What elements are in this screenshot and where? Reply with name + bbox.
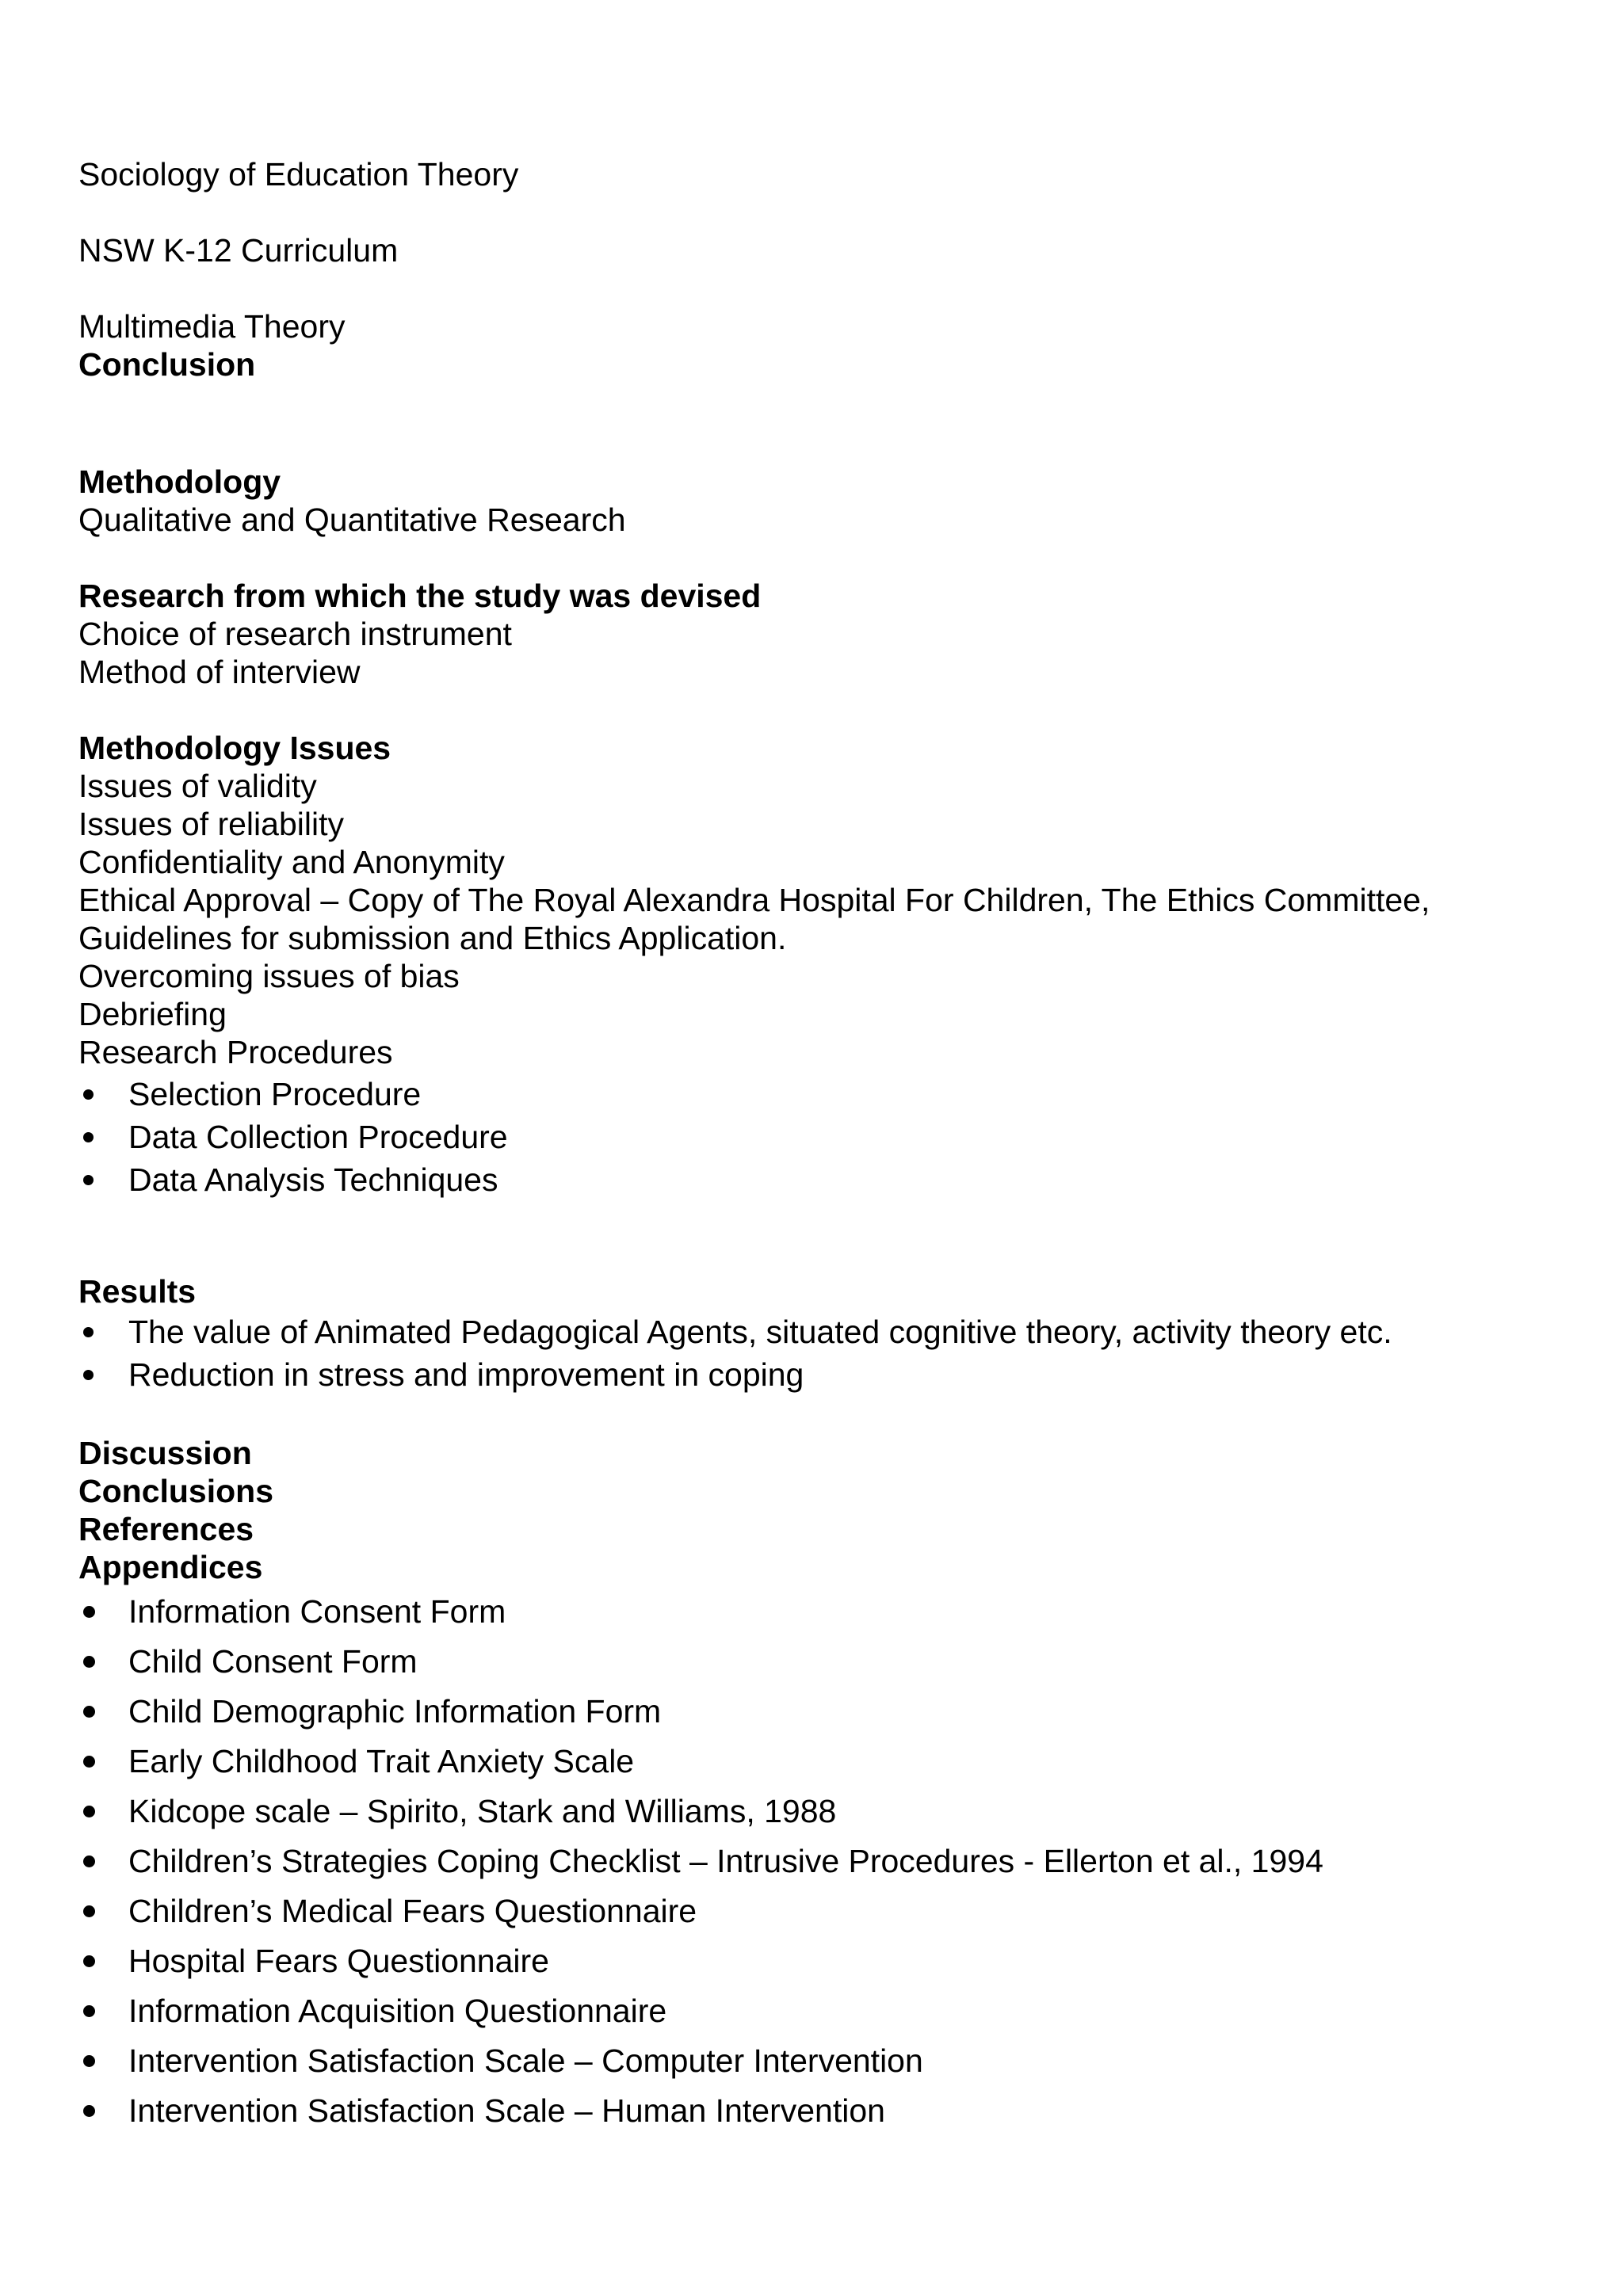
list-item-text: Selection Procedure <box>128 1076 422 1112</box>
section-heading-methodology-issues: Methodology Issues <box>78 730 391 766</box>
appendix-item-text: Information Consent Form <box>128 1593 506 1630</box>
section-heading-discussion: Discussion <box>78 1435 252 1471</box>
bullet-icon <box>83 2105 95 2117</box>
section-heading-conclusions: Conclusions <box>78 1473 274 1509</box>
bullet-icon <box>83 2005 95 2017</box>
appendix-item-text: Child Consent Form <box>128 1643 418 1680</box>
issues-line: Issues of validity <box>78 768 317 804</box>
appendix-item-text: Early Childhood Trait Anxiety Scale <box>128 1743 635 1779</box>
bullet-icon <box>83 1089 94 1100</box>
bullet-icon <box>83 1370 94 1380</box>
section-heading-results: Results <box>78 1273 197 1310</box>
issues-line: Issues of reliability <box>78 806 344 842</box>
bullet-icon <box>83 1855 95 1867</box>
appendix-item-text: Hospital Fears Questionnaire <box>128 1943 549 1979</box>
section-heading-appendices: Appendices <box>78 1549 263 1585</box>
bullet-icon <box>83 1955 95 1967</box>
methodology-line: Qualitative and Quantitative Research <box>78 502 626 538</box>
appendix-item-text: Intervention Satisfaction Scale – Human Intervention <box>128 2092 885 2129</box>
bullet-icon <box>83 1905 95 1917</box>
bullet-icon <box>83 1756 95 1768</box>
appendix-item-text: Intervention Satisfaction Scale – Computer Intervention <box>128 2042 923 2079</box>
research-line: Choice of research instrument <box>78 616 512 652</box>
issues-line: Debriefing <box>78 996 227 1032</box>
issues-line: Ethical Approval – Copy of The Royal Alexandra Hospital For Children, The Ethics Committee, <box>78 882 1430 918</box>
bullet-icon <box>83 1706 95 1718</box>
issues-line: Overcoming issues of bias <box>78 958 460 994</box>
list-item-text: Data Collection Procedure <box>128 1119 508 1155</box>
appendix-item-text: Information Acquisition Questionnaire <box>128 1993 667 2029</box>
appendix-item-text: Children’s Medical Fears Questionnaire <box>128 1893 697 1929</box>
list-item-text: Reduction in stress and improvement in coping <box>128 1356 804 1393</box>
section-heading-methodology: Methodology <box>78 463 281 500</box>
bullet-icon <box>83 1606 95 1618</box>
bullet-icon <box>83 2055 95 2067</box>
issues-line: Guidelines for submission and Ethics Application. <box>78 920 787 956</box>
list-item-text: The value of Animated Pedagogical Agents, situated cognitive theory, activity theory etc. <box>128 1314 1392 1350</box>
appendix-item-text: Child Demographic Information Form <box>128 1693 662 1730</box>
bullet-icon <box>83 1327 94 1337</box>
outline-line-sociology: Sociology of Education Theory <box>78 156 519 193</box>
appendix-item-text: Kidcope scale – Spirito, Stark and Williams, 1988 <box>128 1793 837 1829</box>
section-heading-conclusion: Conclusion <box>78 346 256 383</box>
outline-line-multimedia: Multimedia Theory <box>78 308 346 345</box>
list-item-text: Data Analysis Techniques <box>128 1161 498 1198</box>
research-line: Method of interview <box>78 654 361 690</box>
section-heading-references: References <box>78 1511 254 1547</box>
outline-line-curriculum: NSW K-12 Curriculum <box>78 232 399 269</box>
bullet-icon <box>83 1132 94 1142</box>
bullet-icon <box>83 1656 95 1668</box>
issues-line: Confidentiality and Anonymity <box>78 844 505 880</box>
appendix-item-text: Children’s Strategies Coping Checklist – Intrusive Procedures - Ellerton et al., 1994 <box>128 1843 1323 1879</box>
issues-line: Research Procedures <box>78 1034 393 1070</box>
section-heading-research: Research from which the study was devised <box>78 578 762 614</box>
bullet-icon <box>83 1175 94 1185</box>
bullet-icon <box>83 1806 95 1817</box>
